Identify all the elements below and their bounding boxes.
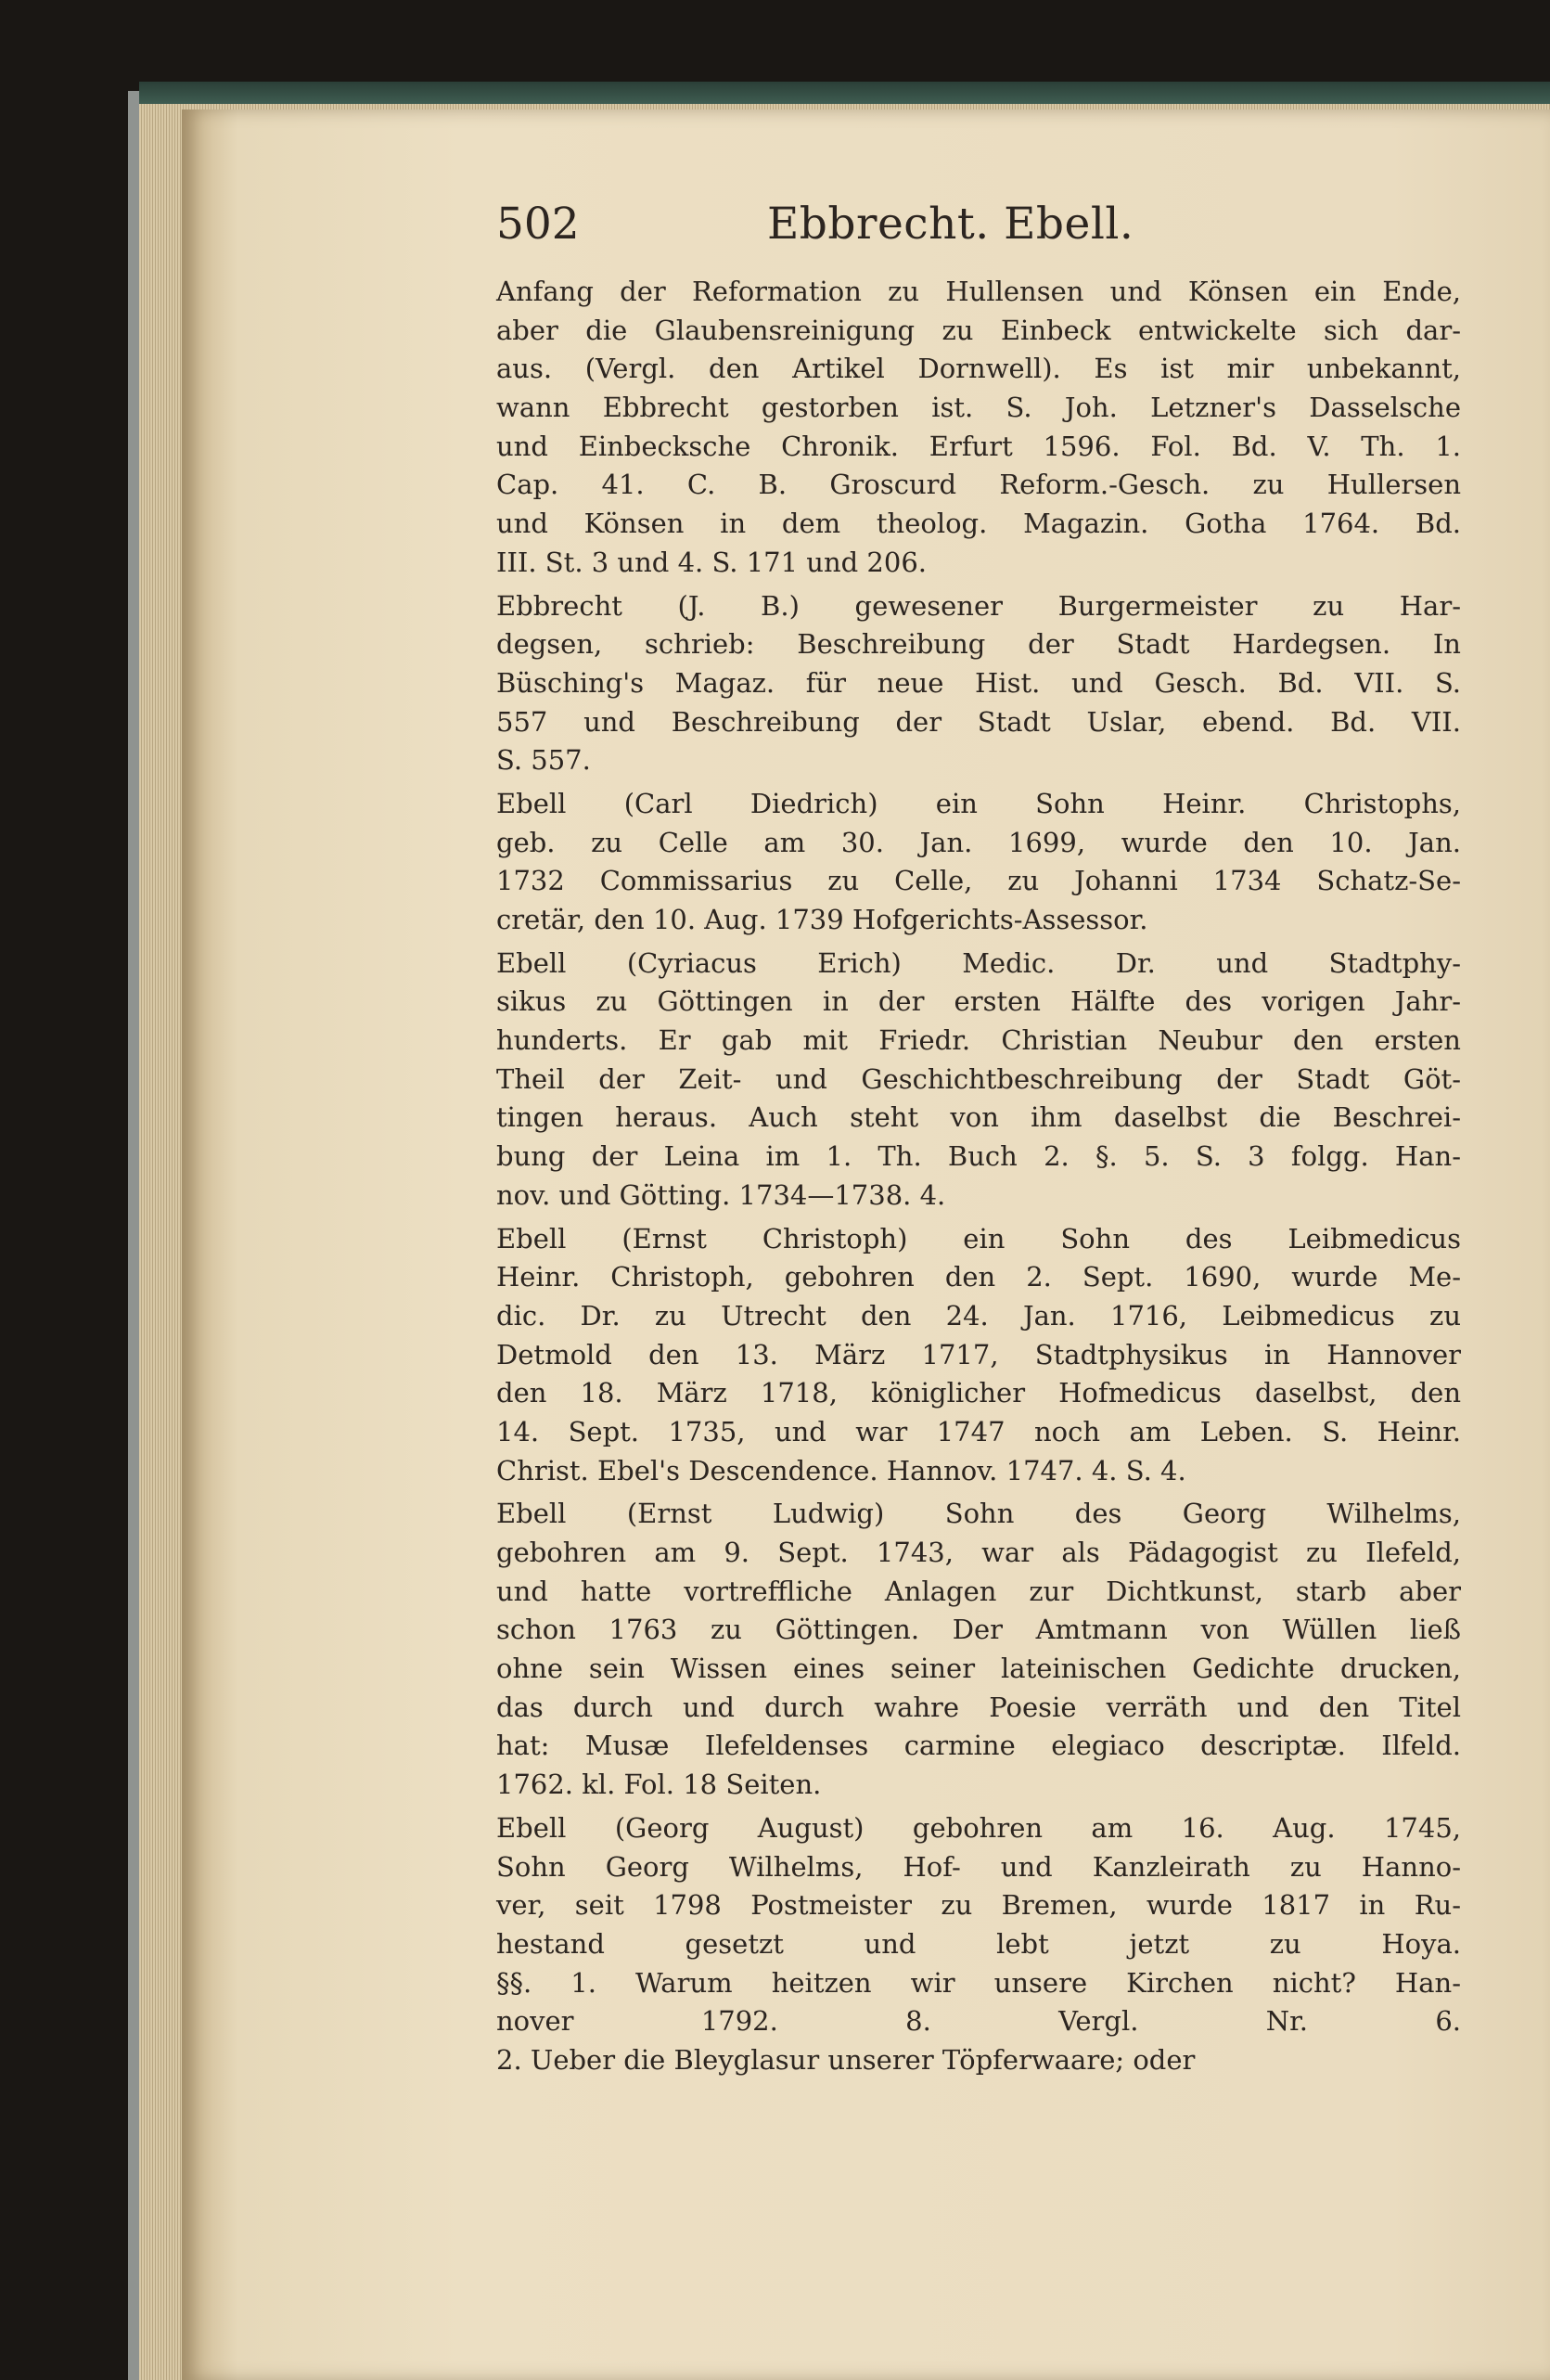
text-line: wann Ebbrecht gestorben ist. S. Joh. Letzner's Dasselsche xyxy=(496,392,1461,424)
text-line: 1732 Commissarius zu Celle, zu Johanni 1734 Schatz-Se- xyxy=(496,865,1461,897)
text-body xyxy=(496,273,1461,2080)
text-line: ohne sein Wissen eines seiner lateinischen Gedichte drucken, xyxy=(496,1653,1461,1685)
text-line: aber die Glaubensreinigung zu Einbeck entwickelte sich dar- xyxy=(496,314,1461,346)
text-line: bung der Leina im 1. Th. Buch 2. §. 5. S. 3 folgg. Han- xyxy=(496,1140,1461,1173)
paragraph xyxy=(496,945,1461,1216)
text-line: und Einbecksche Chronik. Erfurt 1596. Fol. Bd. V. Th. 1. xyxy=(496,430,1461,462)
text-line: S. 557. xyxy=(496,744,591,777)
text-line: Detmold den 13. März 1717, Stadtphysikus in Hannover xyxy=(496,1338,1461,1370)
paragraph xyxy=(496,785,1461,940)
text-line: und hatte vortreffliche Anlagen zur Dichtkunst, starb aber xyxy=(496,1575,1461,1607)
text-line: nov. und Götting. 1734—1738. 4. xyxy=(496,1178,946,1211)
text-line: Ebell (Cyriacus Erich) Medic. Dr. und Stadtphy- xyxy=(496,946,1461,979)
text-line: sikus zu Göttingen in der ersten Hälfte des vorigen Jahr- xyxy=(496,985,1461,1018)
paragraph xyxy=(496,273,1461,583)
text-line: Cap. 41. C. B. Groscurd Reform.-Gesch. zu Hullersen xyxy=(496,469,1461,501)
text-line: Ebell (Ernst Ludwig) Sohn des Georg Wilhelms, xyxy=(496,1498,1461,1530)
text-line: hestand gesetzt und lebt jetzt zu Hoya. xyxy=(496,1927,1461,1960)
text-line: hat: Musæ Ilefeldenses carmine elegiaco descriptæ. Ilfeld. xyxy=(496,1730,1461,1762)
text-line: III. St. 3 und 4. S. 171 und 206. xyxy=(496,546,927,578)
text-line: hunderts. Er gab mit Friedr. Christian Neubur den ersten xyxy=(496,1024,1461,1057)
text-line: Anfang der Reformation zu Hullensen und Könsen ein Ende, xyxy=(496,276,1461,307)
text-line: 14. Sept. 1735, und war 1747 noch am Leben. S. Heinr. xyxy=(496,1415,1461,1447)
text-line: ver, seit 1798 Postmeister zu Bremen, wurde 1817 in Ru- xyxy=(496,1889,1461,1922)
text-line: und Könsen in dem theolog. Magazin. Gotha 1764. Bd. xyxy=(496,508,1461,540)
text-line: geb. zu Celle am 30. Jan. 1699, wurde den 10. Jan. xyxy=(496,826,1461,858)
page-number: 502 xyxy=(496,199,580,250)
text-line: Ebell (Carl Diedrich) ein Sohn Heinr. Christophs, xyxy=(496,787,1461,819)
text-line: 2. Ueber die Bleyglasur unserer Töpferwaare; oder xyxy=(496,2043,1196,2076)
paragraph xyxy=(496,1495,1461,1805)
page-content xyxy=(496,199,1461,2085)
text-line: Heinr. Christoph, gebohren den 2. Sept. 1690, wurde Me- xyxy=(496,1261,1461,1293)
text-line: §§. 1. Warum heitzen wir unsere Kirchen nicht? Han- xyxy=(496,1966,1461,1999)
text-line: Christ. Ebel's Descendence. Hannov. 1747. 4. S. 4. xyxy=(496,1454,1186,1486)
text-line: gebohren am 9. Sept. 1743, war als Pädagogist zu Ilefeld, xyxy=(496,1537,1461,1568)
text-line: nover 1792. 8. Vergl. Nr. 6. xyxy=(496,2005,1461,2038)
text-line: Ebell (Georg August) gebohren am 16. Aug. 1745, xyxy=(496,1811,1461,1844)
text-line: tingen heraus. Auch steht von ihm daselbst die Beschrei- xyxy=(496,1101,1461,1134)
text-line: degsen, schrieb: Beschreibung der Stadt Hardegsen. In xyxy=(496,628,1461,661)
text-line: dic. Dr. zu Utrecht den 24. Jan. 1716, Leibmedicus zu xyxy=(496,1299,1461,1332)
paragraph xyxy=(496,1809,1461,2080)
running-header xyxy=(496,199,1461,264)
text-line: Büsching's Magaz. für neue Hist. und Gesch. Bd. VII. S. xyxy=(496,666,1461,699)
text-line: Theil der Zeit- und Geschichtbeschreibung der Stadt Göt- xyxy=(496,1062,1461,1095)
text-line: 1762. kl. Fol. 18 Seiten. xyxy=(496,1769,822,1801)
paragraph xyxy=(496,587,1461,780)
text-line: Ebell (Ernst Christoph) ein Sohn des Leibmedicus xyxy=(496,1222,1461,1254)
text-line: aus. (Vergl. den Artikel Dornwell). Es ist mir unbekannt, xyxy=(496,353,1461,385)
text-line: 557 und Beschreibung der Stadt Uslar, ebend. Bd. VII. xyxy=(496,705,1461,738)
page-title: Ebbrecht. Ebell. xyxy=(767,199,1134,250)
paragraph xyxy=(496,1220,1461,1491)
text-line: das durch und durch wahre Poesie verräth und den Titel xyxy=(496,1691,1461,1723)
text-line: schon 1763 zu Göttingen. Der Amtmann von Wüllen ließ xyxy=(496,1614,1461,1646)
text-line: den 18. März 1718, königlicher Hofmedicus daselbst, den xyxy=(496,1377,1461,1409)
text-line: Sohn Georg Wilhelms, Hof- und Kanzleirath zu Hanno- xyxy=(496,1850,1461,1883)
text-line: cretär, den 10. Aug. 1739 Hofgerichts-Assessor. xyxy=(496,904,1148,935)
text-line: Ebbrecht (J. B.) gewesener Burgermeister zu Har- xyxy=(496,589,1461,622)
